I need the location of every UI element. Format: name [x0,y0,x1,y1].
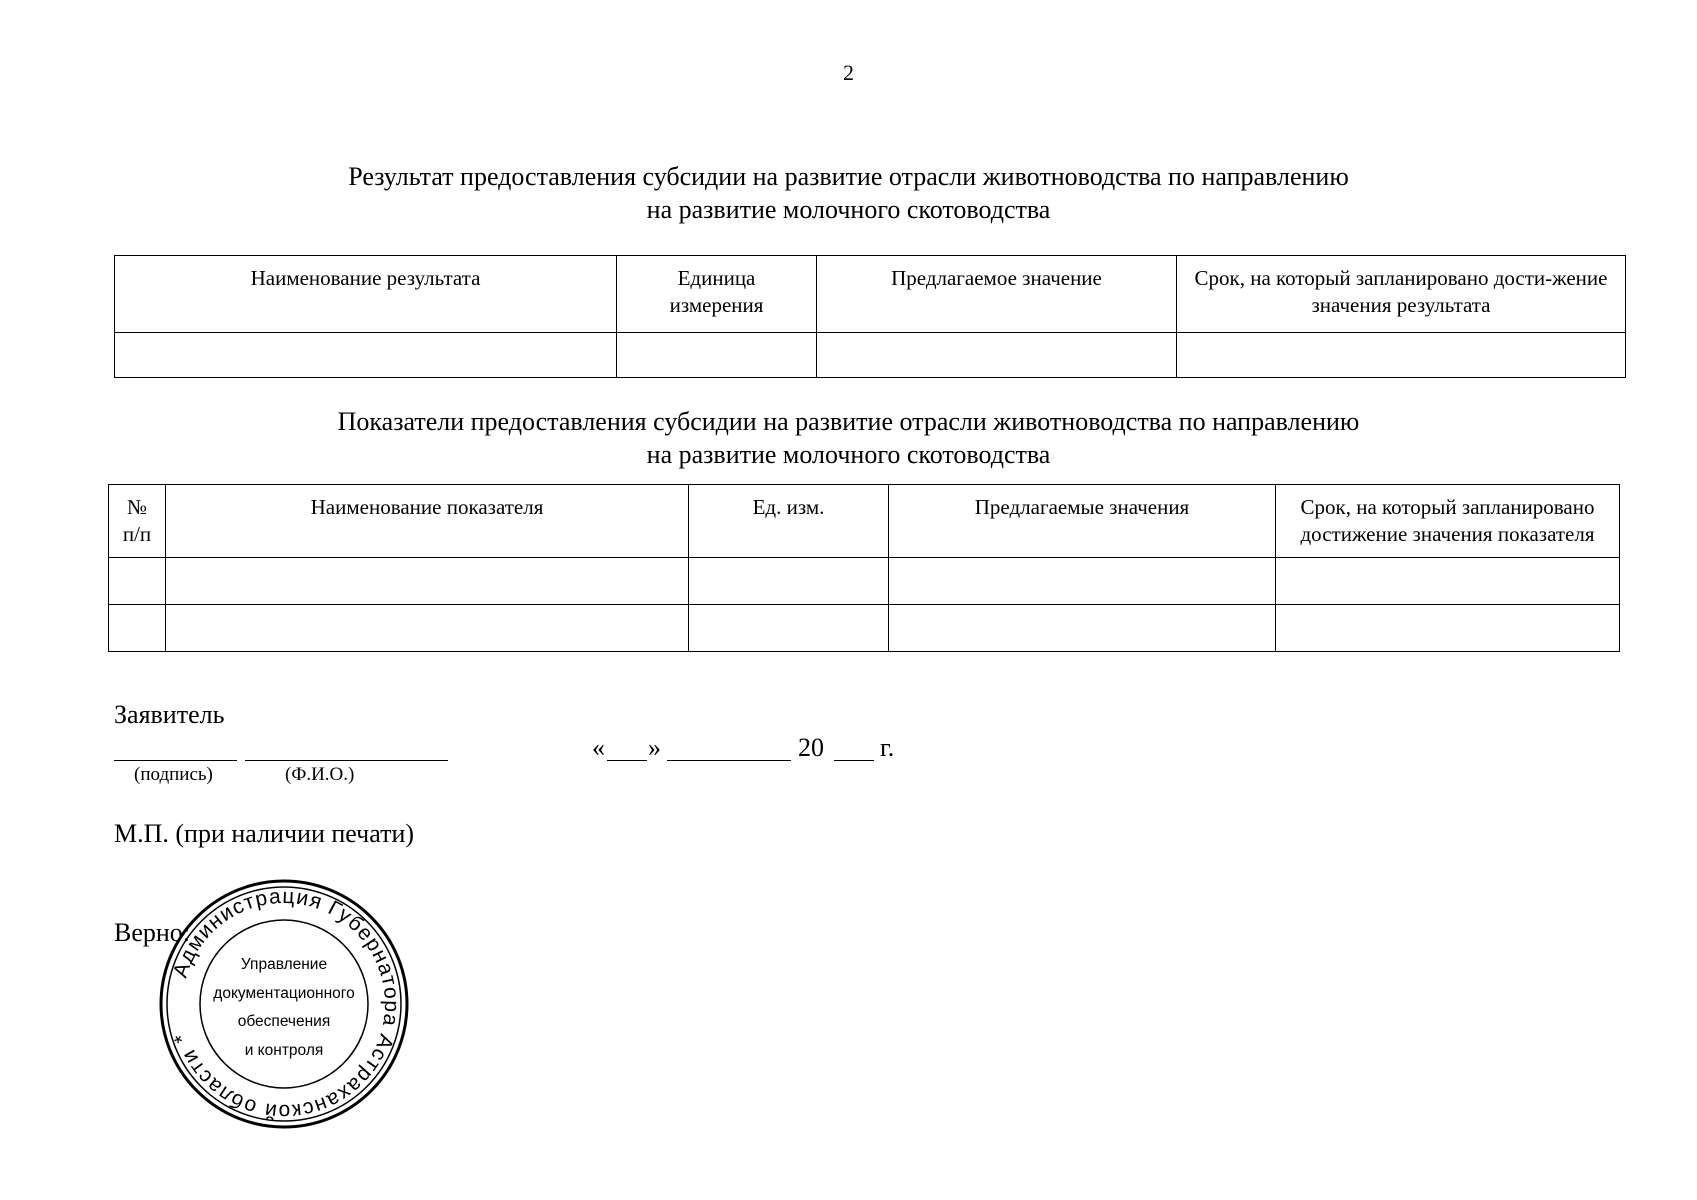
header-unit: Единица измерения [617,256,817,333]
stamp-ring-text: Администрация Губернатора Астраханской области* [168,884,404,1124]
result-cell-deadline [1177,333,1626,378]
header-result-name: Наименование результата [115,256,617,333]
header-proposed-value: Предлагаемое значение [817,256,1177,333]
date-close-quote: » [648,733,661,762]
indicator-cell [1276,558,1620,605]
header-unit-short: Ед. изм. [689,485,889,558]
year-line [834,760,874,761]
stamp [158,878,410,1130]
indicators-section-title [0,405,1697,471]
table-row [109,605,1620,652]
seal-note: М.П. (при наличии печати) [114,819,415,848]
result-cell-value [817,333,1177,378]
stamp-line-2: документационного [213,985,355,1002]
header-number: № п/п [109,485,166,558]
result-table [114,255,1626,378]
header-indicator-name: Наименование показателя [166,485,689,558]
indicators-table [108,484,1620,652]
result-title-line-1: Результат предоставления субсидии на развитие отрасли животноводства по направлению [348,162,1349,191]
page-number: 2 [843,60,854,85]
full-name-caption: (Ф.И.О.) [285,764,355,785]
year-suffix: г. [880,733,895,762]
indicators-title-line-2: на развитие молочного скотоводства [646,440,1051,469]
indicator-cell [166,605,689,652]
indicator-cell [109,605,166,652]
result-cell-name [115,333,617,378]
result-table-header-row [115,256,1626,333]
stamp-line-4: и контроля [244,1042,324,1059]
indicator-cell [1276,605,1620,652]
indicator-cell [689,605,889,652]
certified-label: Верно: [114,918,191,947]
month-line [667,760,791,761]
stamp-line-3: обеспечения [237,1013,331,1030]
indicator-cell [889,558,1276,605]
header-indicator-deadline: Срок, на который запланировано достижение значения показателя [1276,485,1620,558]
stamp-inner-ring [200,920,368,1088]
table-row [115,333,1626,378]
stamp-outer-ring [161,881,407,1127]
indicator-cell [166,558,689,605]
signature-caption: (подпись) [134,764,213,785]
day-line [607,760,647,761]
stamp-line-1: Управление [240,956,328,973]
header-proposed-values: Предлагаемые значения [889,485,1276,558]
indicator-cell [109,558,166,605]
indicator-cell [689,558,889,605]
table-row [109,558,1620,605]
indicator-cell [889,605,1276,652]
header-deadline: Срок, на который запланировано дости-жение значения результата [1177,256,1626,333]
year-prefix: 20 [798,733,824,762]
signature-line [114,760,237,761]
result-section-title [0,160,1697,226]
result-title-line-2: на развитие молочного скотоводства [646,195,1051,224]
indicators-table-header-row [109,485,1620,558]
applicant-label: Заявитель [114,700,225,729]
result-cell-unit [617,333,817,378]
full-name-line [245,760,448,761]
date-open-quote: « [592,733,605,762]
indicators-title-line-1: Показатели предоставления субсидии на развитие отрасли животноводства по направлению [337,407,1360,436]
